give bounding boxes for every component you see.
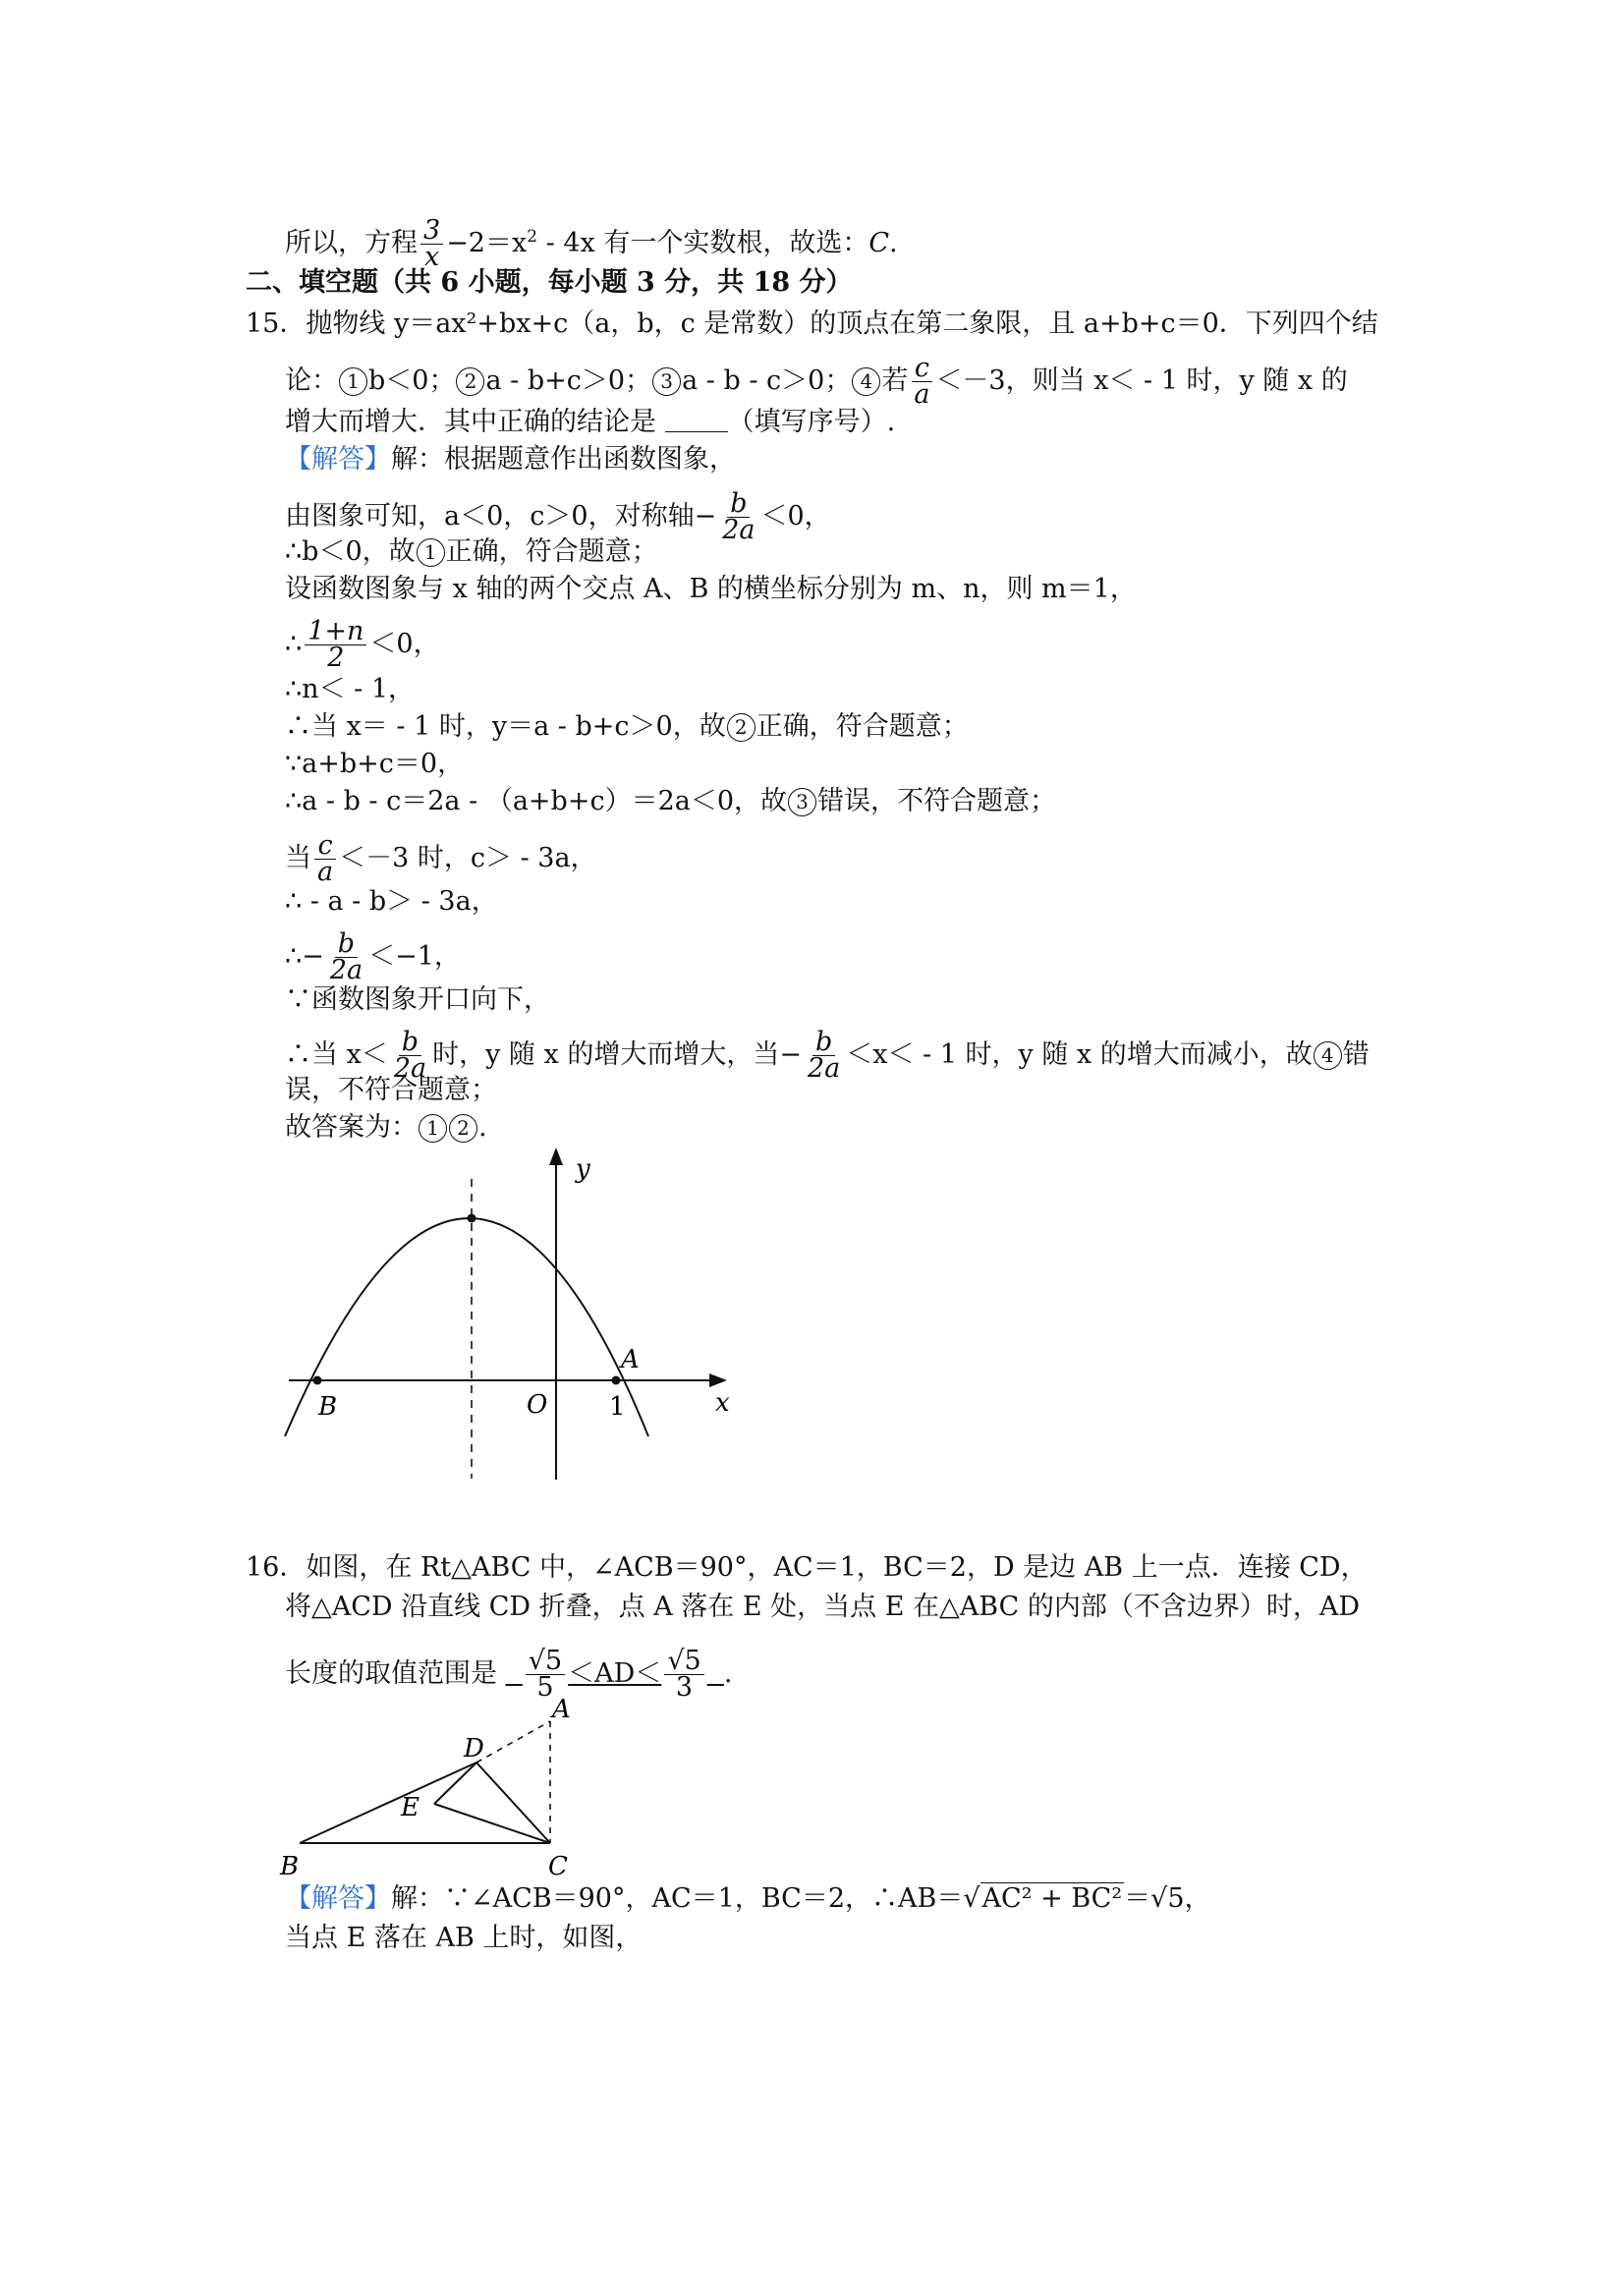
numerator: √5 — [664, 1649, 703, 1675]
text: ＜−1， — [368, 941, 461, 972]
text: . — [723, 1658, 733, 1689]
numerator: 3 — [420, 218, 443, 245]
text: b＜0； — [368, 365, 456, 396]
label-c: C — [548, 1852, 568, 1881]
numerator: b — [335, 931, 358, 958]
choice: C — [868, 228, 889, 258]
label-a: A — [552, 1695, 571, 1724]
text: ＜0， — [760, 501, 831, 532]
text: ∴a - b - c＝2a - （a+b+c）＝2a＜0，故 — [285, 786, 788, 816]
sol15-line11: ∴ - a - b＞ - 3a， — [285, 886, 498, 917]
sol15-line8: ∵a+b+c＝0， — [285, 749, 465, 779]
sol15-line10 — [285, 830, 597, 887]
q16-line2: 将△ACD 沿直线 CD 折叠，点 A 落在 E 处，当点 E 在△ABC 的内部（不含边界）时，AD — [285, 1592, 1361, 1622]
section-heading: 二、填空题（共 6 小题，每小题 3 分，共 18 分） — [246, 267, 853, 298]
sqrt-sign: √ — [963, 1883, 980, 1914]
label-one: 1 — [609, 1392, 626, 1422]
text: 若 — [881, 365, 909, 396]
denominator: 3 — [675, 1672, 694, 1703]
sol15-line1 — [285, 442, 736, 477]
answer-underline — [506, 1646, 724, 1703]
text: 错 — [1342, 1039, 1370, 1070]
text: ＝√5， — [1124, 1883, 1211, 1914]
y-axis-arrow — [549, 1148, 563, 1165]
circle-number: 1 — [339, 367, 367, 396]
sol15-line12 — [285, 928, 461, 985]
denominator: a — [914, 379, 930, 410]
text: ＜AD＜ — [568, 1658, 662, 1689]
fraction — [664, 1646, 703, 1703]
circle-number: 4 — [852, 367, 880, 396]
numerator: b — [727, 491, 750, 518]
text: ＜－3 时，c＞ - 3a， — [339, 843, 597, 873]
vertex-point — [468, 1214, 476, 1223]
segment-bd — [300, 1763, 476, 1843]
text: - 4x 有一个实数根，故选： — [537, 228, 869, 258]
circle-number: 1 — [417, 538, 445, 567]
triangle-figure — [275, 1686, 609, 1882]
text: 错误，不符合题意； — [817, 786, 1057, 816]
denominator: 2 — [327, 643, 345, 673]
label-origin: O — [527, 1390, 548, 1420]
text: 故答案为： — [285, 1112, 418, 1143]
fraction — [327, 928, 365, 985]
denominator: x — [423, 242, 440, 272]
text: . — [478, 1112, 487, 1143]
numerator: c — [912, 356, 932, 382]
text: ∴− — [285, 941, 324, 972]
fraction — [805, 1027, 843, 1084]
text: （填写序号）. — [727, 407, 896, 437]
circle-number: 3 — [788, 788, 816, 816]
text: a - b - c＞0； — [682, 365, 852, 396]
label-e: E — [401, 1793, 420, 1822]
label-b: B — [318, 1392, 338, 1422]
q16-line1: 16．如图，在 Rt△ABC 中，∠ACB＝90°，AC＝1，BC＝2，D 是边 AB 上一点．连接 CD， — [246, 1552, 1368, 1583]
fraction — [911, 353, 932, 410]
segment-de — [434, 1763, 476, 1804]
numerator: c — [314, 833, 335, 860]
parabola-graph — [275, 1140, 747, 1493]
sol15-line4: 设函数图象与 x 轴的两个交点 A、B 的横坐标分别为 m、n，则 m＝1， — [285, 574, 1137, 604]
circle-number: 2 — [449, 1114, 477, 1143]
text: 解：根据题意作出函数图象， — [391, 444, 736, 475]
fraction — [719, 488, 757, 545]
label-a: A — [621, 1345, 640, 1374]
numerator: b — [399, 1030, 421, 1056]
text: 增大而增大．其中正确的结论是 — [285, 407, 656, 437]
circle-number: 4 — [1314, 1041, 1342, 1070]
sol15-line7 — [285, 709, 969, 745]
text: 正确，符合题意； — [756, 711, 969, 742]
denominator: 2a — [329, 955, 364, 985]
sol15-line6: ∴n＜ - 1， — [285, 674, 416, 704]
parabola-curve — [285, 1218, 648, 1436]
sqrt-content: AC² + BC² — [981, 1883, 1123, 1914]
text: 论： — [285, 365, 338, 396]
text: 所以，方程 — [285, 228, 418, 258]
sol15-line3 — [285, 534, 658, 570]
sol15-line9 — [285, 784, 1056, 819]
text: ＜0， — [369, 629, 440, 659]
sol16-line1 — [285, 1881, 1211, 1917]
text: a - b+c＞0； — [485, 365, 652, 396]
text: 当 — [285, 843, 311, 873]
q15-line1: 15．抛物线 y＝ax²+bx+c（a，b，c 是常数）的顶点在第二象限，且 a+b+c＝0．下列四个结 — [246, 308, 1378, 339]
text: 长度的取值范围是 — [285, 1658, 497, 1689]
x-axis-arrow — [709, 1373, 727, 1387]
q15-line3 — [285, 405, 895, 440]
text: ＜x＜ - 1 时，y 随 x 的增大而减小，故 — [846, 1039, 1313, 1070]
solution-tag: 【解答】 — [285, 1883, 391, 1914]
text: . — [889, 228, 898, 258]
point-a — [612, 1376, 621, 1385]
answer-blank — [665, 406, 728, 432]
sol15-line15: 误，不符合题意； — [285, 1075, 497, 1105]
circle-number: 2 — [456, 367, 484, 396]
circle-number: 3 — [652, 367, 681, 396]
circle-number: 2 — [727, 713, 756, 742]
x-label: x — [715, 1388, 730, 1418]
text: ∴b＜0，故 — [285, 536, 416, 567]
denominator: 2a — [722, 515, 756, 545]
numerator: 1+n — [305, 619, 366, 645]
sol15-line5 — [285, 616, 440, 673]
text: ＜－3，则当 x＜ - 1 时，y 随 x 的 — [935, 365, 1348, 396]
denominator: 2a — [393, 1053, 427, 1084]
denominator: a — [317, 857, 334, 887]
fraction — [314, 830, 336, 887]
point-b — [313, 1376, 322, 1385]
prev-answer-line — [285, 215, 898, 272]
segment-da-dashed — [476, 1721, 550, 1763]
denominator: 5 — [536, 1672, 554, 1703]
text: ∴当 x＝ - 1 时，y＝a - b+c＞0，故 — [285, 711, 726, 742]
numerator: b — [812, 1030, 835, 1056]
q15-line2 — [285, 353, 1348, 410]
denominator: 2a — [807, 1053, 841, 1084]
fraction — [420, 215, 443, 272]
circle-number: 1 — [419, 1114, 447, 1143]
text: 正确，符合题意； — [445, 536, 658, 567]
exponent: 2 — [527, 227, 538, 247]
label-d: D — [464, 1734, 484, 1764]
solution-tag: 【解答】 — [285, 444, 391, 475]
sol15-line13: ∵函数图象开口向下， — [285, 984, 550, 1015]
text: 解：∵∠ACB＝90°，AC＝1，BC＝2，∴AB＝ — [391, 1883, 964, 1914]
fraction — [305, 616, 366, 673]
text: −2＝x — [446, 228, 528, 258]
numerator: √5 — [526, 1649, 565, 1675]
sol16-line2: 当点 E 落在 AB 上时，如图， — [285, 1923, 643, 1953]
text: ∴当 x＜ — [285, 1039, 388, 1070]
text: ∴ — [285, 629, 303, 659]
text: 由图象可知，a＜0，c＞0，对称轴− — [285, 501, 717, 532]
text: 时，y 随 x 的增大而增大，当− — [432, 1039, 802, 1070]
y-label: y — [576, 1154, 590, 1184]
label-b: B — [280, 1852, 300, 1881]
